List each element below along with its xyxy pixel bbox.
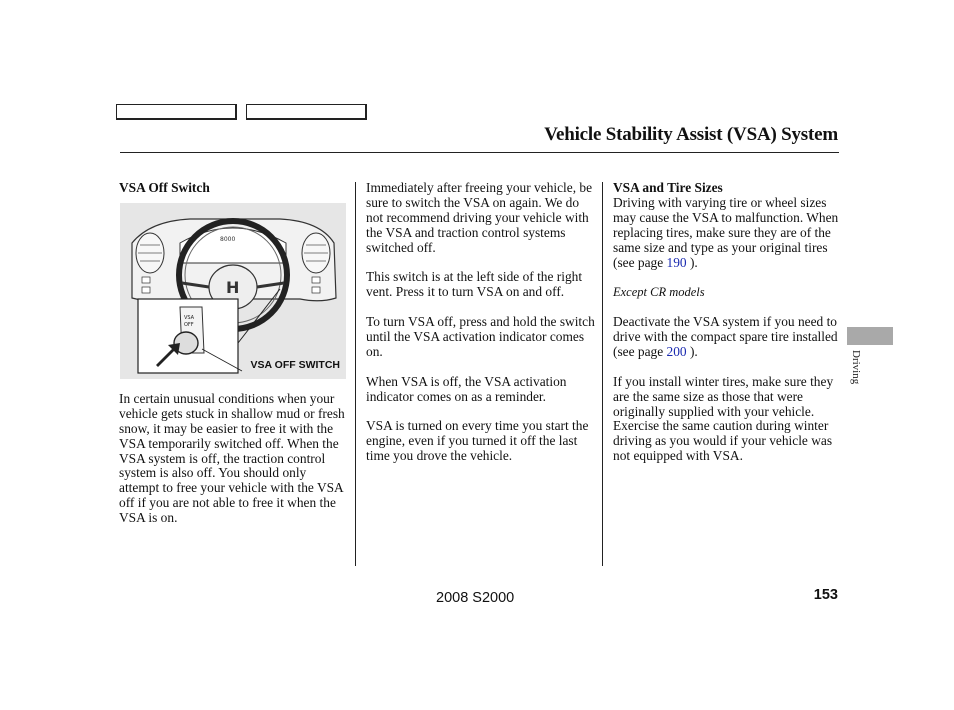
nav-button-prev[interactable] xyxy=(116,104,237,120)
vsa-switch-illustration xyxy=(120,203,346,379)
paragraph: To turn VSA off, press and hold the switch until the VSA activation indicator comes on. xyxy=(366,314,595,359)
column-3 xyxy=(613,181,841,479)
section-tab-label: Driving xyxy=(850,350,862,385)
column-divider xyxy=(355,182,356,566)
section-heading-vsa-off-switch: VSA Off Switch xyxy=(119,180,210,195)
paragraph: When VSA is off, the VSA activation indicator comes on as a reminder. xyxy=(366,373,567,404)
paragraph: In certain unusual conditions when your vehicle gets stuck in shallow mud or fresh snow, it may be easier to free it with the VSA temporarily switched off. When the VSA system is off, the traction control system is also off. You should only attempt to free your vehicle with the VSA off if you are not able to free it when the VSA is on. xyxy=(119,390,345,526)
paragraph: This switch is at the left side of the right vent. Press it to turn VSA on and off. xyxy=(366,269,583,300)
column-1 xyxy=(119,181,347,541)
dashboard-drawing xyxy=(120,203,346,379)
section-tab[interactable] xyxy=(847,327,893,345)
page-link-190[interactable]: 190 xyxy=(666,254,687,270)
svg-text:H: H xyxy=(226,277,240,297)
paragraph: If you install winter tires, make sure they are the same size as those that were originally supplied with your vehicle. Exercise the same caution during winter driving as you would if your vehicle was not equipped with VSA. xyxy=(613,373,834,464)
column-2 xyxy=(366,181,598,479)
paragraph: VSA is turned on every time you start the engine, even if you turned it off the last time you drove the vehicle. xyxy=(366,418,589,464)
paragraph: Immediately after freeing your vehicle, be sure to switch the VSA on again. We do not recommend driving your vehicle with the VSA and traction control systems switched off. xyxy=(366,180,593,255)
text: Driving with varying tire or wheel sizes may cause the VSA to malfunction. When replacing tires, make sure they are of the same size and type as your original tires (see page xyxy=(613,194,839,270)
page-number: 153 xyxy=(813,587,838,603)
column-divider xyxy=(602,182,603,566)
nav-button-next[interactable] xyxy=(246,104,367,120)
paragraph xyxy=(613,315,841,360)
title-rule xyxy=(120,152,839,153)
svg-text:OFF: OFF xyxy=(184,321,194,328)
footer-model: 2008 S2000 xyxy=(436,590,515,606)
paragraph xyxy=(613,196,841,271)
text: ). xyxy=(686,254,698,270)
svg-text:8000: 8000 xyxy=(220,235,236,243)
page-title: Vehicle Stability Assist (VSA) System xyxy=(544,124,838,145)
page-link-200[interactable]: 200 xyxy=(666,343,687,359)
text: ). xyxy=(686,343,698,359)
model-note: Except CR models xyxy=(613,285,705,300)
svg-text:VSA: VSA xyxy=(184,314,195,321)
section-heading-vsa-tire-sizes: VSA and Tire Sizes xyxy=(613,180,723,195)
text: Deactivate the VSA system if you need to drive with the compact spare tire installed (see page xyxy=(613,314,838,359)
figure-label: VSA OFF SWITCH xyxy=(250,359,340,371)
